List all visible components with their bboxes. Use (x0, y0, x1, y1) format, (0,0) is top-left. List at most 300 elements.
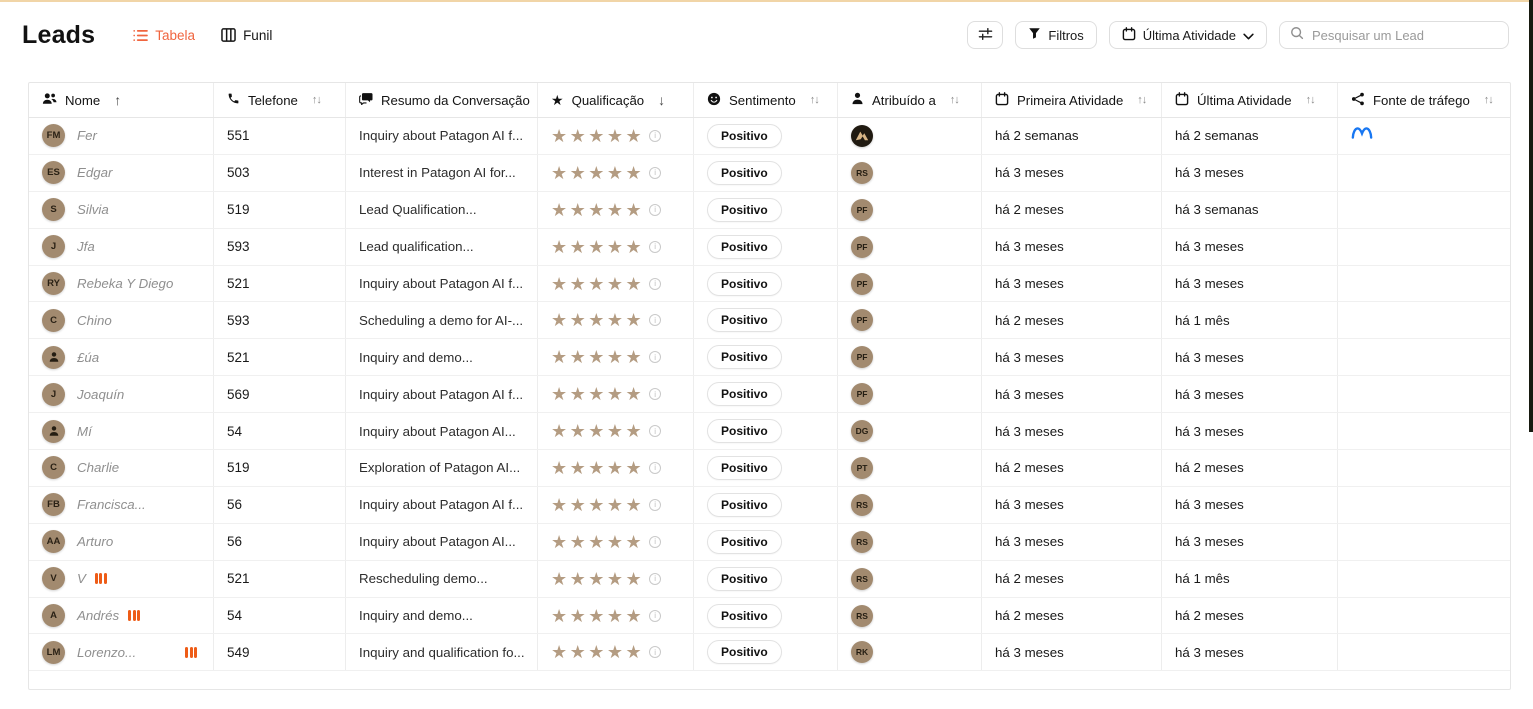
first-activity: há 3 meses (995, 165, 1064, 181)
traffic-source-cell (1338, 634, 1510, 670)
phone-icon (227, 92, 240, 108)
assigned-avatar: RS (851, 605, 873, 627)
assigned-avatar: PF (851, 236, 873, 258)
sentiment-cell (694, 376, 838, 412)
tab-label: Tabela (155, 27, 196, 43)
sentiment-cell (694, 339, 838, 375)
person-avatar-icon (42, 420, 65, 443)
assigned-cell (838, 339, 982, 375)
avatar: J (42, 235, 65, 258)
traffic-source-cell (1338, 524, 1510, 560)
summary-cell (346, 598, 538, 634)
phone-cell (214, 561, 346, 597)
lead-phone: 519 (227, 202, 250, 218)
assigned-avatar: RS (851, 531, 873, 553)
sort-icon: ↑↓ (1137, 94, 1147, 106)
sentiment-cell (694, 524, 838, 560)
table-row[interactable] (29, 561, 1510, 598)
info-icon[interactable]: i (649, 130, 661, 142)
toolbar (967, 21, 1509, 49)
assigned-cell (838, 561, 982, 597)
conversation-summary: Inquiry about Patagon AI... (359, 534, 516, 550)
sentiment-cell (694, 413, 838, 449)
info-icon[interactable]: i (649, 204, 661, 216)
last-activity-cell (1162, 118, 1338, 154)
column-settings-button[interactable] (967, 21, 1003, 49)
star-rating: ★★★★★ (551, 199, 645, 220)
table-row[interactable] (29, 118, 1510, 155)
table-row[interactable] (29, 598, 1510, 635)
lead-name: Charlie (77, 460, 120, 476)
sliders-icon (978, 27, 993, 44)
first-activity-cell (982, 524, 1162, 560)
rating-cell (538, 376, 694, 412)
table-header-row (29, 83, 1510, 118)
name-cell (29, 598, 214, 634)
conversation-summary: Inquiry about Patagon AI f... (359, 276, 524, 291)
lead-name: Andrés (77, 608, 120, 624)
star-rating: ★★★★★ (551, 531, 645, 552)
summary-cell (346, 118, 538, 154)
hot-lead-icon (95, 573, 107, 584)
lead-phone: 521 (227, 276, 250, 291)
info-icon[interactable]: i (649, 314, 661, 326)
last-activity-cell (1162, 524, 1338, 560)
sort-icon: ↑ (114, 92, 122, 108)
info-icon[interactable]: i (649, 536, 661, 548)
assigned-cell (838, 450, 982, 486)
sort-icon: ↑↓ (949, 94, 959, 106)
avatar: LM (42, 641, 65, 664)
phone-cell (214, 229, 346, 265)
column-header-ultima-atividade[interactable] (1162, 83, 1338, 117)
last-activity-cell (1162, 376, 1338, 412)
table-row[interactable] (29, 192, 1510, 229)
lead-phone: 551 (227, 128, 250, 144)
sentiment-badge: Positivo (707, 456, 782, 480)
table-row[interactable] (29, 487, 1510, 524)
first-activity-cell (982, 266, 1162, 302)
avatar: C (42, 309, 65, 332)
table-row[interactable] (29, 524, 1510, 561)
sentiment-badge: Positivo (707, 604, 782, 628)
hot-lead-icon (185, 647, 197, 658)
first-activity: há 2 meses (995, 312, 1064, 328)
sentiment-cell (694, 302, 838, 338)
column-label: Última Atividade (1197, 92, 1292, 108)
last-activity-cell (1162, 192, 1338, 228)
column-label: Telefone (248, 92, 298, 108)
info-icon[interactable]: i (649, 167, 661, 179)
table-row[interactable] (29, 155, 1510, 192)
lead-phone: 519 (227, 460, 250, 476)
lead-name: Joaquín (77, 386, 125, 402)
phone-cell (214, 524, 346, 560)
first-activity: há 3 meses (995, 534, 1064, 550)
column-header-nome[interactable] (29, 83, 214, 117)
star-rating: ★★★★★ (551, 605, 645, 626)
info-icon[interactable]: i (649, 610, 661, 622)
table-row[interactable] (29, 376, 1510, 413)
traffic-source-cell (1338, 192, 1510, 228)
name-cell (29, 413, 214, 449)
info-icon[interactable]: i (649, 388, 661, 400)
assigned-cell (838, 524, 982, 560)
last-activity-cell (1162, 266, 1338, 302)
phone-cell (214, 450, 346, 486)
first-activity-cell (982, 118, 1162, 154)
phone-cell (214, 192, 346, 228)
chat-icon (359, 92, 373, 108)
assigned-avatar: PF (851, 273, 873, 295)
star-rating: ★★★★★ (551, 494, 645, 515)
summary-cell (346, 376, 538, 412)
sentiment-badge: Positivo (707, 161, 782, 185)
sort-icon: ↑↓ (1483, 94, 1493, 106)
info-icon[interactable]: i (649, 425, 661, 437)
first-activity: há 3 meses (995, 423, 1064, 439)
search-icon (1290, 26, 1304, 45)
first-activity: há 2 semanas (995, 128, 1079, 144)
top-accent-line (0, 0, 1533, 2)
info-icon[interactable]: i (649, 241, 661, 253)
sentiment-badge: Positivo (707, 382, 782, 406)
column-label: Sentimento (729, 92, 796, 108)
last-activity: há 2 semanas (1175, 128, 1259, 144)
conversation-summary: Rescheduling demo... (359, 571, 488, 587)
first-activity-cell (982, 413, 1162, 449)
last-activity: há 2 meses (1175, 608, 1244, 624)
info-icon[interactable]: i (649, 499, 661, 511)
rating-cell (538, 598, 694, 634)
phone-cell (214, 413, 346, 449)
assigned-avatar: PF (851, 199, 873, 221)
conversation-summary: Exploration of Patagon AI... (359, 460, 521, 476)
phone-cell (214, 118, 346, 154)
share-icon (1351, 92, 1365, 109)
first-activity: há 2 meses (995, 571, 1064, 587)
assigned-cell (838, 634, 982, 670)
rating-cell (538, 634, 694, 670)
traffic-source-cell (1338, 155, 1510, 191)
lead-name: Jfa (77, 239, 95, 255)
person-icon (851, 92, 864, 108)
list-icon (133, 29, 148, 42)
lead-name: Arturo (77, 534, 114, 550)
calendar-icon (995, 92, 1009, 109)
sentiment-cell (694, 450, 838, 486)
sentiment-badge: Positivo (707, 124, 782, 148)
column-header-atribuido[interactable] (838, 83, 982, 117)
avatar: C (42, 456, 65, 479)
funnel-icon (1028, 27, 1041, 43)
lead-name: Lorenzo... (77, 644, 137, 660)
avatar: S (42, 198, 65, 221)
last-activity: há 3 meses (1175, 276, 1244, 291)
star-rating: ★★★★★ (551, 568, 645, 589)
rating-cell (538, 450, 694, 486)
first-activity-cell (982, 339, 1162, 375)
page-title: Leads (22, 20, 96, 49)
sentiment-badge: Positivo (707, 272, 782, 296)
phone-cell (214, 302, 346, 338)
date-filter-label: Última Atividade (1142, 27, 1236, 43)
assigned-cell (838, 118, 982, 154)
sentiment-badge: Positivo (707, 345, 782, 369)
name-cell (29, 376, 214, 412)
lead-phone: 54 (227, 423, 243, 439)
rating-cell (538, 413, 694, 449)
first-activity: há 3 meses (995, 349, 1064, 365)
lead-phone: 593 (227, 312, 250, 328)
lead-name: Mí (77, 423, 92, 439)
conversation-summary: Interest in Patagon AI for... (359, 165, 516, 181)
assigned-cell (838, 229, 982, 265)
last-activity-cell (1162, 634, 1338, 670)
chevron-down-icon (1243, 28, 1254, 43)
phone-cell (214, 376, 346, 412)
traffic-source-cell (1338, 266, 1510, 302)
name-cell (29, 155, 214, 191)
assigned-cell (838, 302, 982, 338)
first-activity-cell (982, 487, 1162, 523)
sentiment-badge: Positivo (707, 567, 782, 591)
last-activity: há 3 meses (1175, 497, 1244, 513)
table-body (29, 118, 1510, 671)
assigned-cell (838, 598, 982, 634)
column-header-qualificacao[interactable] (538, 83, 694, 117)
phone-cell (214, 339, 346, 375)
search-container (1279, 21, 1509, 49)
summary-cell (346, 266, 538, 302)
assigned-avatar: DG (851, 420, 873, 442)
lead-phone: 549 (227, 644, 250, 660)
rating-cell (538, 561, 694, 597)
traffic-source-cell (1338, 598, 1510, 634)
lead-phone: 521 (227, 571, 250, 587)
lead-name: Rebeka Y Diego (77, 276, 174, 291)
assigned-avatar (851, 125, 873, 147)
first-activity: há 3 meses (995, 644, 1064, 660)
name-cell (29, 118, 214, 154)
star-rating: ★★★★★ (551, 421, 645, 442)
column-header-primeira-atividade[interactable] (982, 83, 1162, 117)
search-input[interactable] (1312, 28, 1498, 43)
name-cell (29, 450, 214, 486)
hot-lead-icon (128, 610, 140, 621)
phone-cell (214, 634, 346, 670)
avatar: RY (42, 272, 65, 295)
table-row[interactable] (29, 450, 1510, 487)
sentiment-cell (694, 118, 838, 154)
sentiment-cell (694, 487, 838, 523)
sentiment-cell (694, 634, 838, 670)
table-row[interactable] (29, 229, 1510, 266)
assigned-avatar: RS (851, 162, 873, 184)
date-filter-dropdown[interactable] (1109, 21, 1267, 49)
sentiment-cell (694, 192, 838, 228)
lead-name: Edgar (77, 165, 113, 181)
avatar: FB (42, 493, 65, 516)
table-row[interactable] (29, 339, 1510, 376)
first-activity-cell (982, 561, 1162, 597)
page-header (22, 14, 1509, 56)
column-label: Primeira Atividade (1017, 92, 1124, 108)
assigned-avatar: PF (851, 346, 873, 368)
conversation-summary: Lead qualification... (359, 239, 474, 255)
last-activity: há 1 mês (1175, 312, 1230, 328)
column-label: Qualificação (571, 92, 645, 108)
table-row[interactable] (29, 266, 1510, 303)
conversation-summary: Inquiry and demo... (359, 349, 473, 365)
sentiment-badge: Positivo (707, 493, 782, 517)
star-rating: ★★★★★ (551, 347, 645, 368)
avatar: A (42, 604, 65, 627)
star-rating: ★★★★★ (551, 457, 645, 478)
name-cell (29, 634, 214, 670)
assigned-avatar: PT (851, 457, 873, 479)
person-avatar-icon (42, 346, 65, 369)
first-activity-cell (982, 634, 1162, 670)
right-edge-strip (1529, 0, 1533, 432)
star-rating: ★★★★★ (551, 642, 645, 663)
first-activity: há 3 meses (995, 276, 1064, 291)
traffic-source-cell (1338, 376, 1510, 412)
first-activity: há 2 meses (995, 608, 1064, 624)
assigned-avatar: RK (851, 641, 873, 663)
assigned-cell (838, 487, 982, 523)
phone-cell (214, 266, 346, 302)
assigned-avatar: RS (851, 568, 873, 590)
name-cell (29, 339, 214, 375)
first-activity: há 3 meses (995, 386, 1064, 402)
summary-cell (346, 302, 538, 338)
last-activity-cell (1162, 598, 1338, 634)
first-activity: há 3 meses (995, 497, 1064, 513)
avatar: FM (42, 124, 65, 147)
last-activity: há 3 meses (1175, 386, 1244, 402)
filters-button-label: Filtros (1048, 27, 1084, 43)
summary-cell (346, 561, 538, 597)
sentiment-badge: Positivo (707, 419, 782, 443)
traffic-source-cell (1338, 413, 1510, 449)
info-icon[interactable]: i (649, 462, 661, 474)
info-icon[interactable]: i (649, 278, 661, 290)
first-activity: há 2 meses (995, 202, 1064, 218)
name-cell (29, 192, 214, 228)
tab-label: Funil (243, 27, 273, 43)
traffic-source-cell (1338, 450, 1510, 486)
assigned-avatar: RS (851, 494, 873, 516)
assigned-cell (838, 376, 982, 412)
lead-name: Silvia (77, 202, 109, 218)
lead-phone: 569 (227, 386, 250, 402)
column-header-resumo[interactable] (346, 83, 538, 117)
lead-name: Francisca... (77, 497, 146, 513)
conversation-summary: Inquiry about Patagon AI... (359, 423, 516, 439)
lead-name: £úa (77, 349, 100, 365)
summary-cell (346, 192, 538, 228)
info-icon[interactable]: i (649, 646, 661, 658)
lead-phone: 593 (227, 239, 250, 255)
name-cell (29, 487, 214, 523)
info-icon[interactable]: i (649, 573, 661, 585)
last-activity: há 3 meses (1175, 165, 1244, 181)
sort-icon: ↑↓ (311, 94, 321, 106)
lead-name: V (77, 571, 86, 587)
column-label: Resumo da Conversação (381, 92, 530, 108)
first-activity: há 2 meses (995, 460, 1064, 476)
lead-name: Chino (77, 312, 112, 328)
summary-cell (346, 634, 538, 670)
table-row[interactable] (29, 302, 1510, 339)
last-activity-cell (1162, 561, 1338, 597)
kanban-icon (221, 28, 236, 42)
star-rating: ★★★★★ (551, 236, 645, 257)
name-cell (29, 302, 214, 338)
summary-cell (346, 229, 538, 265)
meta-icon (1351, 126, 1373, 145)
rating-cell (538, 487, 694, 523)
last-activity: há 3 meses (1175, 423, 1244, 439)
column-label: Atribuído a (872, 92, 936, 108)
lead-phone: 56 (227, 497, 243, 513)
sort-icon: ↑↓ (1305, 94, 1315, 106)
name-cell (29, 229, 214, 265)
name-cell (29, 561, 214, 597)
traffic-source-cell (1338, 118, 1510, 154)
tab-funil[interactable] (221, 28, 272, 43)
star-rating: ★★★★★ (551, 273, 645, 294)
rating-cell (538, 266, 694, 302)
traffic-source-cell (1338, 302, 1510, 338)
sort-icon: ↓ (658, 92, 666, 108)
lead-name: Fer (77, 128, 97, 144)
mountain-logo-icon (855, 130, 869, 141)
column-header-fonte-trafego[interactable] (1338, 83, 1510, 117)
last-activity: há 3 meses (1175, 534, 1244, 550)
last-activity: há 3 meses (1175, 239, 1244, 255)
traffic-source-cell (1338, 487, 1510, 523)
avatar: J (42, 383, 65, 406)
table-row[interactable] (29, 413, 1510, 450)
rating-cell (538, 155, 694, 191)
column-header-sentimento[interactable] (694, 83, 838, 117)
sort-icon: ↑↓ (809, 94, 819, 106)
avatar: V (42, 567, 65, 590)
sentiment-cell (694, 155, 838, 191)
assigned-cell (838, 155, 982, 191)
column-header-telefone[interactable] (214, 83, 346, 117)
info-icon[interactable]: i (649, 351, 661, 363)
table-row[interactable] (29, 634, 1510, 671)
tab-tabela[interactable] (133, 28, 195, 43)
column-label: Fonte de tráfego (1373, 92, 1470, 108)
conversation-summary: Inquiry about Patagon AI f... (359, 386, 524, 402)
first-activity-cell (982, 302, 1162, 338)
sentiment-badge: Positivo (707, 530, 782, 554)
phone-cell (214, 487, 346, 523)
filters-button[interactable] (1015, 21, 1096, 49)
traffic-source-cell (1338, 339, 1510, 375)
last-activity-cell (1162, 302, 1338, 338)
sentiment-cell (694, 229, 838, 265)
last-activity: há 3 semanas (1175, 202, 1259, 218)
rating-cell (538, 339, 694, 375)
assigned-avatar: PF (851, 309, 873, 331)
last-activity-cell (1162, 413, 1338, 449)
summary-cell (346, 524, 538, 560)
